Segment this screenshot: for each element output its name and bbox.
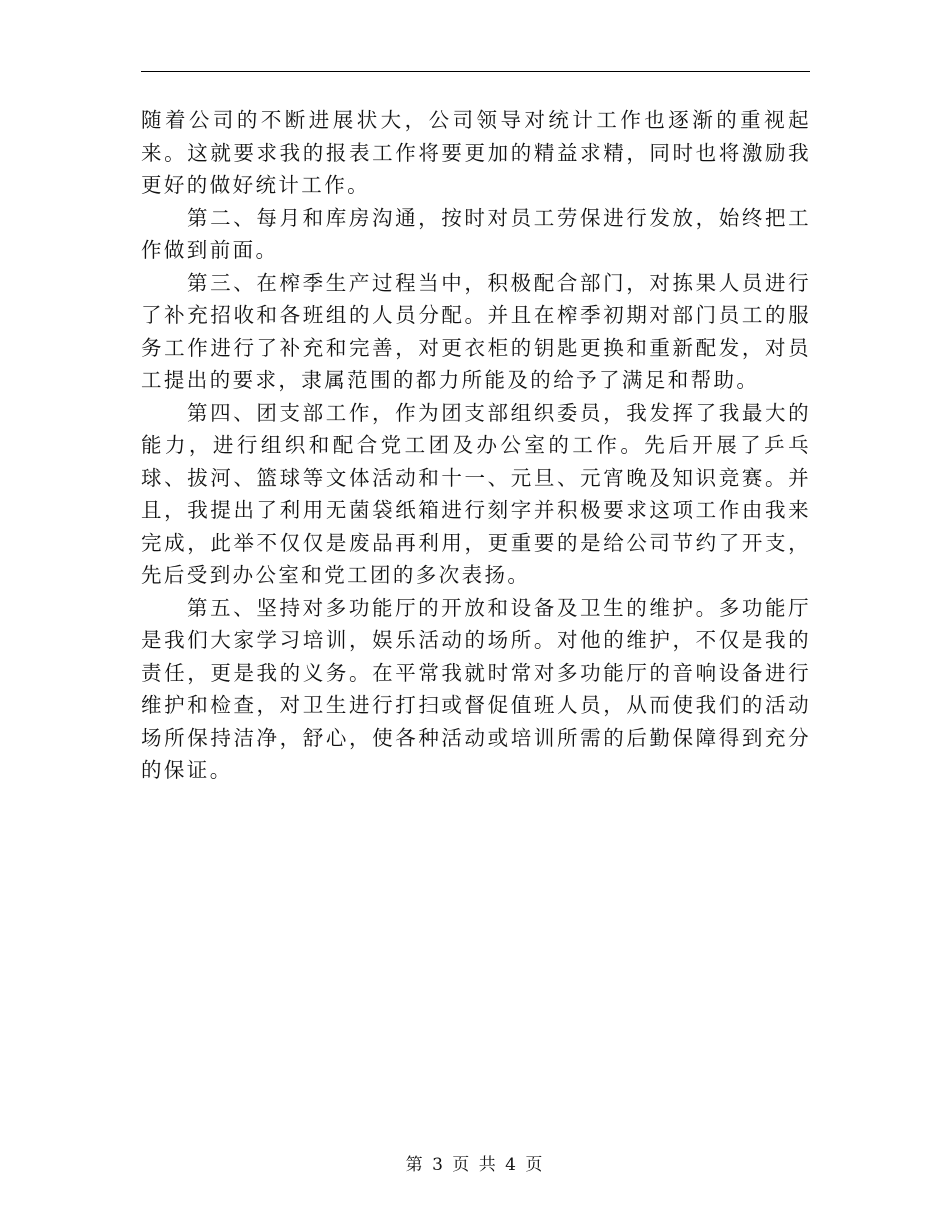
document-body [141,104,811,787]
footer-prefix: 第 [405,1155,425,1175]
footer-current-page: 3 [432,1155,445,1175]
paragraph-5: 第五、坚持对多功能厅的开放和设备及卫生的维护。多功能厅是我们大家学习培训，娱乐活动的场所。对他的维护，不仅是我的责任，更是我的义务。在平常我就时常对多功能厅的音响设备进行维护和检查，对卫生进行打扫或督促值班人员，从而使我们的活动场所保持洁净，舒心，使各种活动或培训所需的后勤保障得到充分的保证。 [141,595,811,782]
footer-total-pages: 4 [505,1155,518,1175]
footer-suffix: 页 [525,1155,545,1175]
paragraph-4: 第四、团支部工作，作为团支部组织委员，我发挥了我最大的能力，进行组织和配合党工团及办公室的工作。先后开展了乒乓球、拔河、篮球等文体活动和十一、元旦、元宵晚及知识竞赛。并且，我提出了利用无菌袋纸箱进行刻字并积极要求这项工作由我来完成，此举不仅仅是废品再利用，更重要的是给公司节约了开支，先后受到办公室和党工团的多次表扬。 [141,400,811,587]
paragraph-1: 随着公司的不断进展状大，公司领导对统计工作也逐渐的重视起来。这就要求我的报表工作将要更加的精益求精，同时也将激励我更好的做好统计工作。 [141,108,811,197]
footer-middle: 页 共 [452,1155,498,1175]
page-footer [0,1150,950,1175]
header-rule [141,71,810,72]
paragraph-2: 第二、每月和库房沟通，按时对员工劳保进行发放，始终把工作做到前面。 [141,205,811,262]
paragraph-3: 第三、在榨季生产过程当中，积极配合部门，对拣果人员进行了补充招收和各班组的人员分配。并且在榨季初期对部门员工的服务工作进行了补充和完善，对更衣柜的钥匙更换和重新配发，对员工提出的要求，隶属范围的都力所能及的给予了满足和帮助。 [141,270,811,392]
